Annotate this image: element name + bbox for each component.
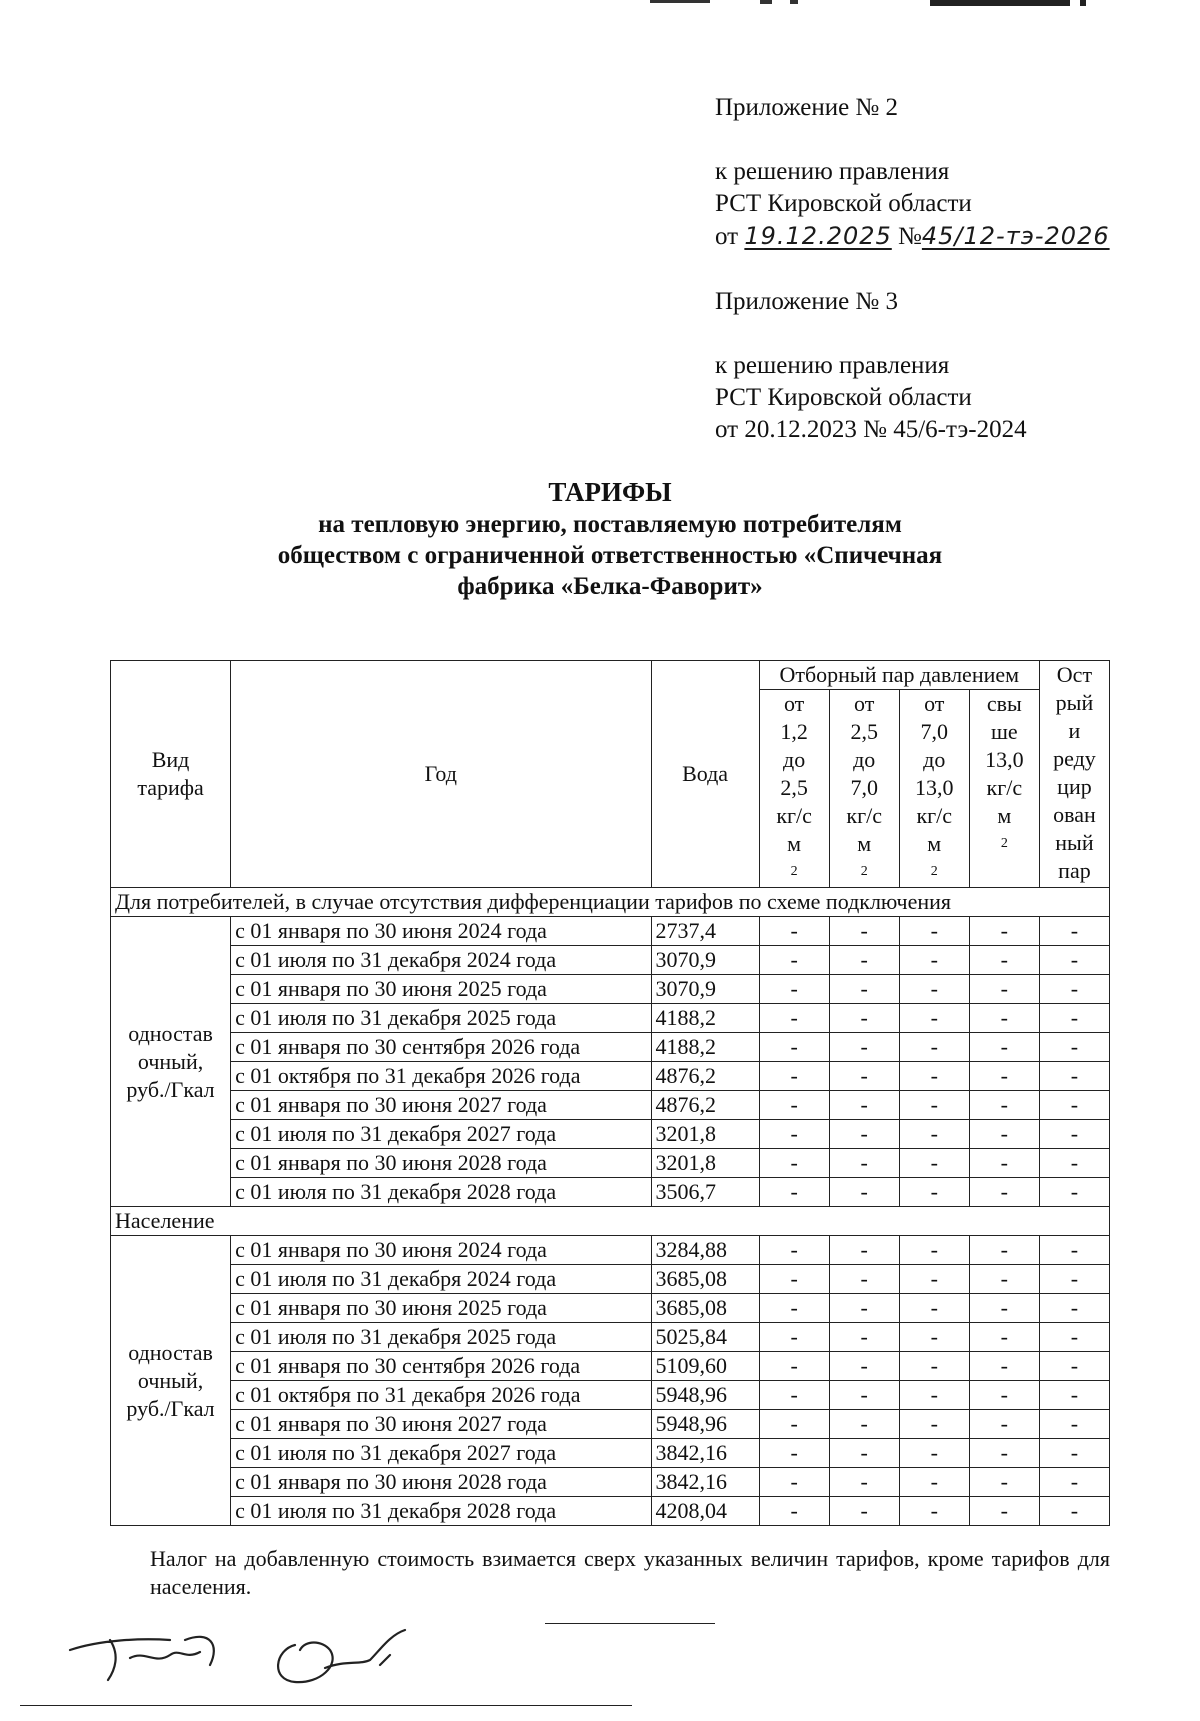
- water-tariff-cell: 3284,88: [651, 1236, 759, 1265]
- empty-tariff-cell: -: [759, 946, 829, 975]
- empty-tariff-cell: -: [899, 1149, 969, 1178]
- separator-line: [545, 1623, 715, 1624]
- empty-tariff-cell: -: [899, 1439, 969, 1468]
- period-cell: с 01 января по 30 июня 2024 года: [231, 1236, 651, 1265]
- table-row: [111, 1265, 1110, 1294]
- period-cell: с 01 июля по 31 декабря 2024 года: [231, 946, 651, 975]
- table-row: [111, 917, 1110, 946]
- table-row: [111, 1062, 1110, 1091]
- table-row: [111, 1004, 1110, 1033]
- empty-tariff-cell: -: [829, 1352, 899, 1381]
- header-kind-line2: тарифа: [137, 775, 204, 800]
- empty-tariff-cell: -: [969, 1236, 1039, 1265]
- period-cell: с 01 июля по 31 декабря 2028 года: [231, 1178, 651, 1207]
- empty-tariff-cell: -: [759, 1091, 829, 1120]
- table-row: [111, 1091, 1110, 1120]
- header-p3-line: 13,0: [915, 775, 954, 801]
- water-tariff-cell: 3070,9: [651, 946, 759, 975]
- header-pressure-3: [899, 690, 969, 888]
- tariff-kind-cell: [111, 1236, 231, 1526]
- empty-tariff-cell: -: [1039, 1352, 1109, 1381]
- empty-tariff-cell: -: [969, 1091, 1039, 1120]
- tariff-kind-line: руб./Гкал: [126, 1395, 215, 1421]
- empty-tariff-cell: -: [899, 1120, 969, 1149]
- empty-tariff-cell: -: [759, 917, 829, 946]
- empty-tariff-cell: -: [829, 1323, 899, 1352]
- empty-tariff-cell: -: [829, 1294, 899, 1323]
- empty-tariff-cell: -: [829, 1265, 899, 1294]
- header-p3-line: 7,0: [920, 719, 949, 745]
- vat-footnote: Налог на добавленную стоимость взимается сверх указанных величин тарифов, кроме тарифов для населения.: [150, 1546, 1110, 1599]
- period-cell: с 01 января по 30 июня 2028 года: [231, 1468, 651, 1497]
- table-row: [111, 1468, 1110, 1497]
- header-p3-line: от: [924, 691, 945, 717]
- empty-tariff-cell: -: [899, 1497, 969, 1526]
- header-sharp-line: реду: [1053, 746, 1096, 771]
- header-tariff-kind: [111, 661, 231, 888]
- header-p2-unit: м 2: [857, 831, 872, 880]
- title-line1: на тепловую энергию, поставляемую потребителям: [318, 511, 902, 538]
- signature: [60, 1610, 420, 1690]
- empty-tariff-cell: -: [1039, 1323, 1109, 1352]
- water-tariff-cell: 3070,9: [651, 975, 759, 1004]
- water-tariff-cell: 4188,2: [651, 1033, 759, 1062]
- header-p1-line: от: [783, 691, 805, 717]
- empty-tariff-cell: -: [1039, 1178, 1109, 1207]
- header-p1-line: 2,5: [780, 775, 808, 801]
- empty-tariff-cell: -: [759, 1294, 829, 1323]
- table-row: [111, 1352, 1110, 1381]
- empty-tariff-cell: -: [1039, 1497, 1109, 1526]
- empty-tariff-cell: -: [969, 946, 1039, 975]
- empty-tariff-cell: -: [829, 1120, 899, 1149]
- period-cell: с 01 июля по 31 декабря 2024 года: [231, 1265, 651, 1294]
- empty-tariff-cell: -: [969, 1265, 1039, 1294]
- header-sharp-line: пар: [1058, 858, 1091, 883]
- water-tariff-cell: 3506,7: [651, 1178, 759, 1207]
- table-row: [111, 1149, 1110, 1178]
- empty-tariff-cell: -: [829, 1004, 899, 1033]
- appendix-2-no: №: [898, 223, 922, 250]
- empty-tariff-cell: -: [969, 1352, 1039, 1381]
- appendix-2-line3: [715, 220, 1110, 253]
- empty-tariff-cell: -: [1039, 975, 1109, 1004]
- empty-tariff-cell: -: [899, 1323, 969, 1352]
- header-p2-line: 7,0: [850, 775, 878, 801]
- empty-tariff-cell: -: [899, 1033, 969, 1062]
- empty-tariff-cell: -: [899, 1294, 969, 1323]
- empty-tariff-cell: -: [899, 1004, 969, 1033]
- table-row: [111, 946, 1110, 975]
- table-row: [111, 975, 1110, 1004]
- header-pressure-4: [969, 690, 1039, 888]
- empty-tariff-cell: -: [1039, 1033, 1109, 1062]
- water-tariff-cell: 3685,08: [651, 1294, 759, 1323]
- empty-tariff-cell: -: [1039, 1265, 1109, 1294]
- empty-tariff-cell: -: [1039, 1410, 1109, 1439]
- empty-tariff-cell: -: [759, 1265, 829, 1294]
- water-tariff-cell: 3842,16: [651, 1439, 759, 1468]
- tariff-kind-cell: [111, 917, 231, 1207]
- appendix-3: [715, 286, 1027, 446]
- empty-tariff-cell: -: [759, 1410, 829, 1439]
- empty-tariff-cell: -: [829, 1178, 899, 1207]
- empty-tariff-cell: -: [899, 1236, 969, 1265]
- water-tariff-cell: 4188,2: [651, 1004, 759, 1033]
- empty-tariff-cell: -: [829, 1062, 899, 1091]
- document-title: [110, 475, 1110, 602]
- header-p1-line: кг/с: [776, 803, 812, 829]
- period-cell: с 01 июля по 31 декабря 2025 года: [231, 1004, 651, 1033]
- empty-tariff-cell: -: [899, 1178, 969, 1207]
- table-row: [111, 1497, 1110, 1526]
- period-cell: с 01 октября по 31 декабря 2026 года: [231, 1062, 651, 1091]
- tariff-table: [110, 660, 1110, 1526]
- empty-tariff-cell: -: [759, 1352, 829, 1381]
- empty-tariff-cell: -: [759, 1062, 829, 1091]
- period-cell: с 01 января по 30 сентября 2026 года: [231, 1352, 651, 1381]
- header-p1-unit: м 2: [787, 831, 802, 880]
- appendix-2-line1: к решению правления: [715, 158, 950, 185]
- empty-tariff-cell: -: [969, 1004, 1039, 1033]
- empty-tariff-cell: -: [759, 1468, 829, 1497]
- header-sharp-line: цир: [1057, 774, 1092, 799]
- header-sharp-steam: [1039, 661, 1109, 888]
- section-title: Для потребителей, в случае отсутствия дифференциации тарифов по схеме подключения: [111, 888, 1110, 917]
- empty-tariff-cell: -: [969, 1410, 1039, 1439]
- empty-tariff-cell: -: [759, 1004, 829, 1033]
- empty-tariff-cell: -: [1039, 1120, 1109, 1149]
- empty-tariff-cell: -: [1039, 917, 1109, 946]
- empty-tariff-cell: -: [759, 1497, 829, 1526]
- empty-tariff-cell: -: [829, 1236, 899, 1265]
- empty-tariff-cell: -: [969, 1149, 1039, 1178]
- empty-tariff-cell: -: [899, 1265, 969, 1294]
- appendix-2-line2: РСТ Кировской области: [715, 190, 972, 217]
- tariff-kind-line: руб./Гкал: [126, 1076, 215, 1102]
- header-p4-line: кг/с: [986, 775, 1023, 801]
- empty-tariff-cell: -: [829, 917, 899, 946]
- header-sharp-line: ован: [1053, 802, 1096, 827]
- period-cell: с 01 января по 30 июня 2028 года: [231, 1149, 651, 1178]
- empty-tariff-cell: -: [759, 1178, 829, 1207]
- period-cell: с 01 января по 30 сентября 2026 года: [231, 1033, 651, 1062]
- empty-tariff-cell: -: [829, 1497, 899, 1526]
- title-line3: фабрика «Белка-Фаворит»: [457, 573, 763, 600]
- period-cell: с 01 января по 30 июня 2027 года: [231, 1410, 651, 1439]
- header-pressure-group: Отборный пар давлением: [759, 661, 1039, 690]
- header-p4-line: ше: [990, 719, 1018, 745]
- empty-tariff-cell: -: [829, 1468, 899, 1497]
- empty-tariff-cell: -: [1039, 1468, 1109, 1497]
- period-cell: с 01 января по 30 июня 2025 года: [231, 975, 651, 1004]
- empty-tariff-cell: -: [969, 1381, 1039, 1410]
- empty-tariff-cell: -: [829, 1149, 899, 1178]
- empty-tariff-cell: -: [969, 1439, 1039, 1468]
- empty-tariff-cell: -: [969, 975, 1039, 1004]
- empty-tariff-cell: -: [899, 1091, 969, 1120]
- empty-tariff-cell: -: [969, 1497, 1039, 1526]
- water-tariff-cell: 5948,96: [651, 1410, 759, 1439]
- header-p4-unit: м 2: [997, 803, 1012, 852]
- water-tariff-cell: 4876,2: [651, 1091, 759, 1120]
- empty-tariff-cell: -: [759, 1323, 829, 1352]
- empty-tariff-cell: -: [1039, 1294, 1109, 1323]
- empty-tariff-cell: -: [829, 946, 899, 975]
- empty-tariff-cell: -: [759, 1381, 829, 1410]
- empty-tariff-cell: -: [759, 1236, 829, 1265]
- empty-tariff-cell: -: [759, 1033, 829, 1062]
- appendix-2: [715, 92, 1110, 253]
- period-cell: с 01 июля по 31 декабря 2027 года: [231, 1439, 651, 1468]
- empty-tariff-cell: -: [969, 1294, 1039, 1323]
- empty-tariff-cell: -: [899, 1352, 969, 1381]
- header-sharp-line: Ост: [1056, 662, 1093, 687]
- empty-tariff-cell: -: [969, 1062, 1039, 1091]
- period-cell: с 01 января по 30 июня 2025 года: [231, 1294, 651, 1323]
- appendix-3-line3: от 20.12.2023 № 45/6-тэ-2024: [715, 416, 1027, 443]
- empty-tariff-cell: -: [1039, 1236, 1109, 1265]
- header-water: Вода: [651, 661, 759, 888]
- section-title: Население: [111, 1207, 1110, 1236]
- header-p2-line: 2,5: [850, 719, 878, 745]
- empty-tariff-cell: -: [1039, 1062, 1109, 1091]
- empty-tariff-cell: -: [759, 1120, 829, 1149]
- header-sharp-line: ный: [1055, 830, 1094, 855]
- water-tariff-cell: 5109,60: [651, 1352, 759, 1381]
- header-sharp-line: рый: [1055, 690, 1094, 715]
- tariff-kind-line: очный,: [137, 1048, 204, 1074]
- header-p3-unit: м 2: [927, 831, 942, 880]
- empty-tariff-cell: -: [969, 917, 1039, 946]
- empty-tariff-cell: -: [1039, 1149, 1109, 1178]
- header-sharp-line: и: [1068, 718, 1081, 743]
- empty-tariff-cell: -: [899, 1062, 969, 1091]
- table-row: [111, 1410, 1110, 1439]
- section-row: [111, 888, 1110, 917]
- header-p3-line: до: [923, 747, 946, 773]
- empty-tariff-cell: -: [969, 1468, 1039, 1497]
- water-tariff-cell: 3201,8: [651, 1120, 759, 1149]
- header-p3-line: кг/с: [916, 803, 953, 829]
- table-row: [111, 1381, 1110, 1410]
- empty-tariff-cell: -: [899, 1468, 969, 1497]
- title-main: ТАРИФЫ: [548, 477, 672, 507]
- appendix-2-title: Приложение № 2: [715, 94, 899, 121]
- water-tariff-cell: 3842,16: [651, 1468, 759, 1497]
- header-p1-line: 1,2: [780, 719, 808, 745]
- bottom-rule: [20, 1705, 632, 1706]
- empty-tariff-cell: -: [1039, 946, 1109, 975]
- empty-tariff-cell: -: [969, 1178, 1039, 1207]
- empty-tariff-cell: -: [759, 1439, 829, 1468]
- empty-tariff-cell: -: [829, 975, 899, 1004]
- appendix-3-line2: РСТ Кировской области: [715, 384, 972, 411]
- tariff-kind-line: одностав: [128, 1339, 213, 1365]
- period-cell: с 01 июля по 31 декабря 2027 года: [231, 1120, 651, 1149]
- appendix-2-from: от: [715, 223, 739, 250]
- water-tariff-cell: 5948,96: [651, 1381, 759, 1410]
- header-pressure-1: [759, 690, 829, 888]
- table-row: [111, 1323, 1110, 1352]
- header-kind-line1: Вид: [151, 747, 190, 772]
- empty-tariff-cell: -: [829, 1410, 899, 1439]
- period-cell: с 01 июля по 31 декабря 2028 года: [231, 1497, 651, 1526]
- period-cell: с 01 января по 30 июня 2024 года: [231, 917, 651, 946]
- table-row: [111, 1439, 1110, 1468]
- period-cell: с 01 января по 30 июня 2027 года: [231, 1091, 651, 1120]
- empty-tariff-cell: -: [899, 946, 969, 975]
- empty-tariff-cell: -: [759, 1149, 829, 1178]
- empty-tariff-cell: -: [1039, 1381, 1109, 1410]
- water-tariff-cell: 3201,8: [651, 1149, 759, 1178]
- empty-tariff-cell: -: [899, 917, 969, 946]
- period-cell: с 01 июля по 31 декабря 2025 года: [231, 1323, 651, 1352]
- appendix-3-title: Приложение № 3: [715, 288, 899, 315]
- empty-tariff-cell: -: [759, 975, 829, 1004]
- water-tariff-cell: 3685,08: [651, 1265, 759, 1294]
- empty-tariff-cell: -: [899, 1410, 969, 1439]
- header-p2-line: от: [854, 691, 875, 717]
- header-year: Год: [231, 661, 651, 888]
- table-row: [111, 1294, 1110, 1323]
- empty-tariff-cell: -: [829, 1033, 899, 1062]
- header-p4-line: свы: [986, 691, 1022, 717]
- header-p4-line: 13,0: [985, 747, 1024, 773]
- title-line2: обществом с ограниченной ответственностью «Спичечная: [277, 542, 943, 569]
- period-cell: с 01 октября по 31 декабря 2026 года: [231, 1381, 651, 1410]
- empty-tariff-cell: -: [1039, 1004, 1109, 1033]
- table-row: [111, 1033, 1110, 1062]
- handwritten-date: 19.12.2025: [744, 222, 892, 250]
- scan-artifact: [650, 0, 1110, 8]
- empty-tariff-cell: -: [969, 1323, 1039, 1352]
- section-row: [111, 1207, 1110, 1236]
- empty-tariff-cell: -: [1039, 1091, 1109, 1120]
- tariff-kind-line: очный,: [137, 1367, 204, 1393]
- water-tariff-cell: 2737,4: [651, 917, 759, 946]
- empty-tariff-cell: -: [899, 975, 969, 1004]
- table-row: [111, 1178, 1110, 1207]
- empty-tariff-cell: -: [969, 1033, 1039, 1062]
- empty-tariff-cell: -: [1039, 1439, 1109, 1468]
- tariff-table-body: [111, 888, 1110, 1526]
- header-p2-line: кг/с: [846, 803, 882, 829]
- empty-tariff-cell: -: [829, 1439, 899, 1468]
- handwritten-number: 45/12-тэ-2026: [921, 222, 1110, 250]
- table-row: [111, 1236, 1110, 1265]
- water-tariff-cell: 4876,2: [651, 1062, 759, 1091]
- empty-tariff-cell: -: [969, 1120, 1039, 1149]
- empty-tariff-cell: -: [899, 1381, 969, 1410]
- empty-tariff-cell: -: [829, 1091, 899, 1120]
- water-tariff-cell: 5025,84: [651, 1323, 759, 1352]
- tariff-kind-line: одностав: [128, 1020, 213, 1046]
- empty-tariff-cell: -: [829, 1381, 899, 1410]
- header-p1-line: до: [783, 747, 806, 773]
- appendix-3-line1: к решению правления: [715, 352, 950, 379]
- table-row: [111, 1120, 1110, 1149]
- water-tariff-cell: 4208,04: [651, 1497, 759, 1526]
- header-pressure-2: [829, 690, 899, 888]
- header-p2-line: до: [853, 747, 876, 773]
